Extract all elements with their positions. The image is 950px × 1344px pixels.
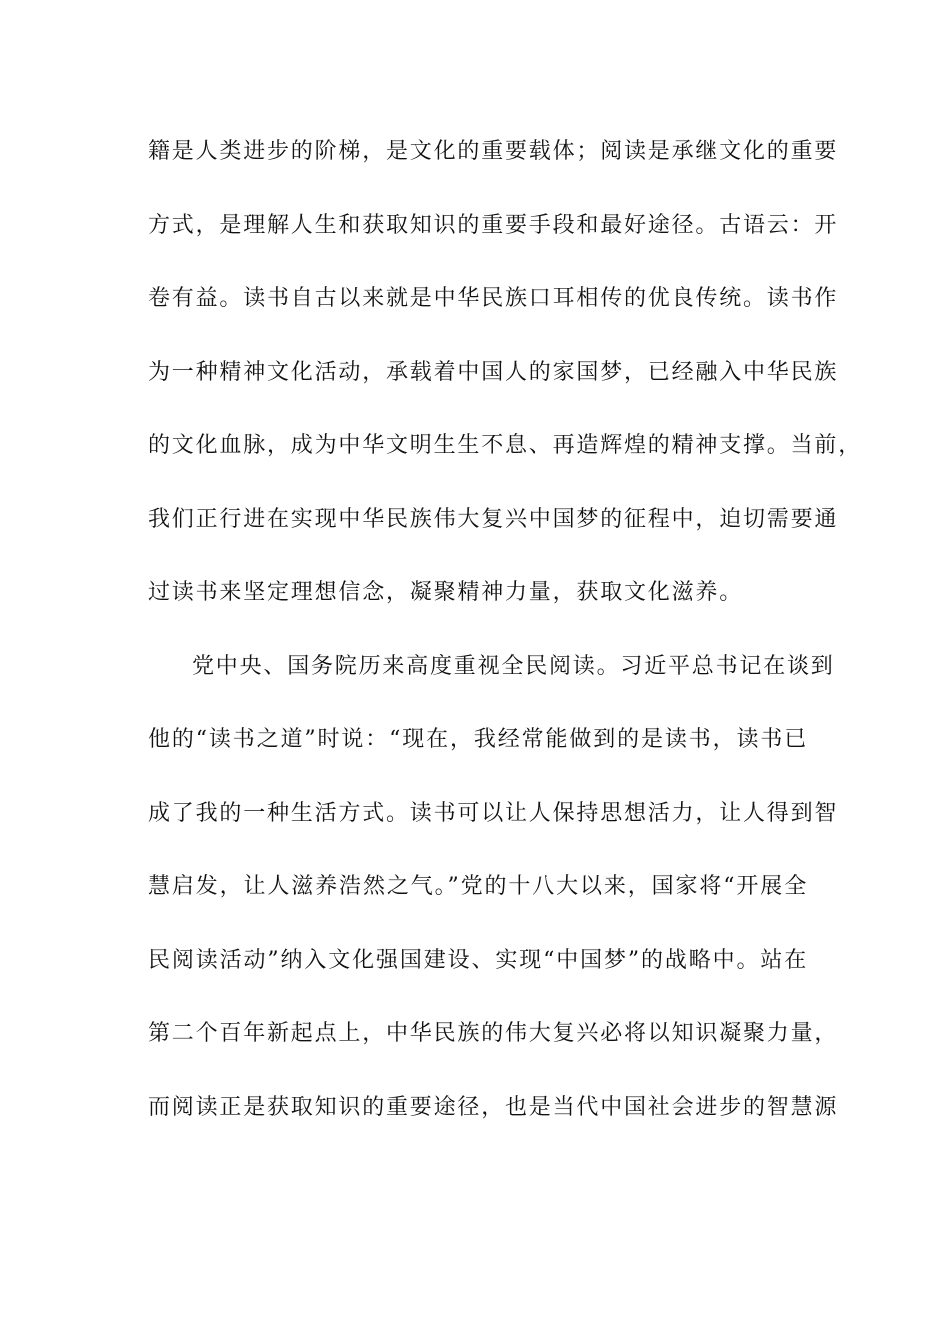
text-line: 过读书来坚定理想信念，凝聚精神力量，获取文化滋养。 xyxy=(148,580,744,605)
text-line: 第二个百年新起点上，中华民族的伟大复兴必将以知识凝聚力量， xyxy=(148,1021,839,1046)
text-line: 民阅读活动”纳入文化强国建设、实现“中国梦”的战略中。站在 xyxy=(148,947,808,973)
text-line: 慧启发，让人滋养浩然之气。”党的十八大以来，国家将“开展全 xyxy=(148,874,808,899)
text-line: 方式，是理解人生和获取知识的重要手段和最好途径。古语云：开 xyxy=(148,212,839,238)
text-line: 他的“读书之道”时说：“现在，我经常能做到的是读书，读书已 xyxy=(148,727,808,752)
text-line: 成了我的一种生活方式。读书可以让人保持思想活力，让人得到智 xyxy=(148,800,839,826)
body-text xyxy=(148,127,863,1156)
text-line: 卷有益。读书自古以来就是中华民族口耳相传的优良传统。读书作 xyxy=(148,286,839,311)
text-line: 籍是人类进步的阶梯，是文化的重要载体；阅读是承继文化的重要 xyxy=(148,139,839,164)
text-line: 我们正行进在实现中华民族伟大复兴中国梦的征程中，迫切需要通 xyxy=(148,506,839,532)
text-line: 而阅读正是获取知识的重要途径，也是当代中国社会进步的智慧源 xyxy=(148,1094,839,1120)
text-line: 的文化血脉，成为中华文明生生不息、再造辉煌的精神支撑。当前， xyxy=(148,433,863,458)
text-line: 党中央、国务院历来高度重视全民阅读。习近平总书记在谈到 xyxy=(192,653,835,679)
text-line: 为一种精神文化活动，承载着中国人的家国梦，已经融入中华民族 xyxy=(148,359,839,385)
